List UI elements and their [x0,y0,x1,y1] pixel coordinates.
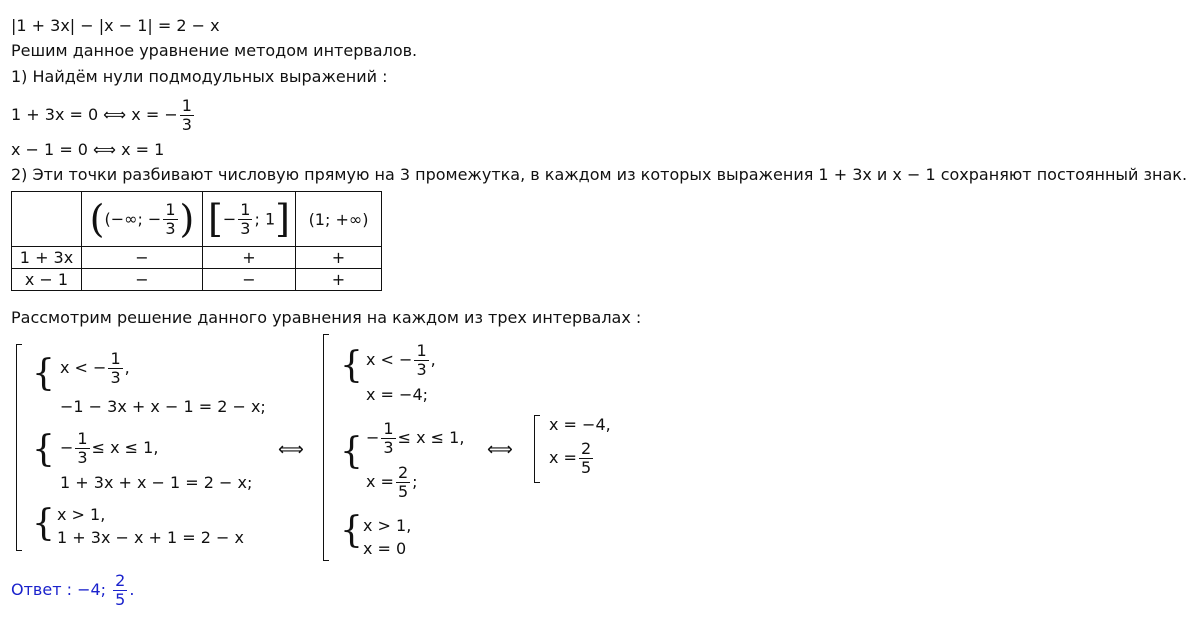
left-brace-2: { [32,429,55,470]
left-s2-eq: 1 + 3x + x − 1 = 2 − x; [60,473,253,492]
middle-big-bracket [323,334,329,561]
row1-sign-1: − [82,247,203,269]
step2-text: 2) Эти точки разбивают числовую прямую на 3 промежутка, в каждом из которых выражения 1 + 3x и x − 1 сохраняют постоянный знак. [11,165,1188,184]
answer-label: Ответ : −4; [11,580,107,599]
intro-text: Решим данное уравнение методом интервалов. [11,41,418,60]
zero1-lhs: 1 + 3x = 0 ⟺ x = − [11,105,178,124]
answer-frac: $\frac{2}{5}$ [115,571,126,609]
left-s3-cond: x > 1, [57,505,106,524]
answer: Ответ : −4; $\frac{2}{5}$ . [11,571,135,609]
left-brace-1: { [32,353,55,394]
middle-s3-cond: x > 1, [363,516,412,535]
zero1-num: 1 [181,96,192,115]
table-interval-1: ((−∞; − $\frac{1}{3}$ ) [82,192,203,247]
right-bracket [534,415,540,483]
zero1-den: 3 [181,115,192,134]
zero1 [11,96,196,134]
row2-sign-2: − [203,269,296,291]
middle-s2-cond: − $\frac{1}{3}$ ≤ x ≤ 1, [366,419,465,457]
table-interval-2: [− $\frac{1}{3}$ ; 1] [203,192,296,247]
middle-s3-res: x = 0 [363,539,407,558]
sign-table [11,191,382,291]
right-result-1: x = −4, [549,415,611,434]
row2-sign-3: + [296,269,382,291]
table-interval-3: (1; +∞) [296,192,382,247]
equivalence-arrow-2: ⟺ [487,439,513,460]
right-result-2: x = $\frac{2}{5}$ [549,439,592,477]
left-s1-cond: x < − $\frac{1}{3}$ , [60,349,130,387]
row1-sign-3: + [296,247,382,269]
row2-sign-1: − [82,269,203,291]
middle-s1-res: x = −4; [366,385,429,404]
step1-text: 1) Найдём нули подмодульных выражений : [11,67,388,86]
row2-label: x − 1 [12,269,82,291]
equivalence-arrow-1: ⟺ [278,439,304,460]
middle-s2-res: x = $\frac{2}{5}$ ; [366,463,418,501]
left-s3-eq: 1 + 3x − x + 1 = 2 − x [57,528,245,547]
left-s2-cond: − $\frac{1}{3}$ ≤ x ≤ 1, [60,429,159,467]
middle-brace-2: { [340,431,363,472]
zero1-frac [180,97,194,134]
row1-sign-2: + [203,247,296,269]
middle-brace-3: { [340,510,363,551]
table-corner [12,192,82,247]
zero2: x − 1 = 0 ⟺ x = 1 [11,140,165,159]
left-brace-3: { [32,503,55,544]
consider-text: Рассмотрим решение данного уравнения на каждом из трех интервалах : [11,308,642,327]
middle-s1-cond: x < − $\frac{1}{3}$ , [366,341,436,379]
left-big-bracket [16,344,22,551]
middle-brace-1: { [340,345,363,386]
row1-label: 1 + 3x [12,247,82,269]
equation: |1 + 3x| − |x − 1| = 2 − x [11,16,220,35]
left-s1-eq: −1 − 3x + x − 1 = 2 − x; [60,397,266,416]
